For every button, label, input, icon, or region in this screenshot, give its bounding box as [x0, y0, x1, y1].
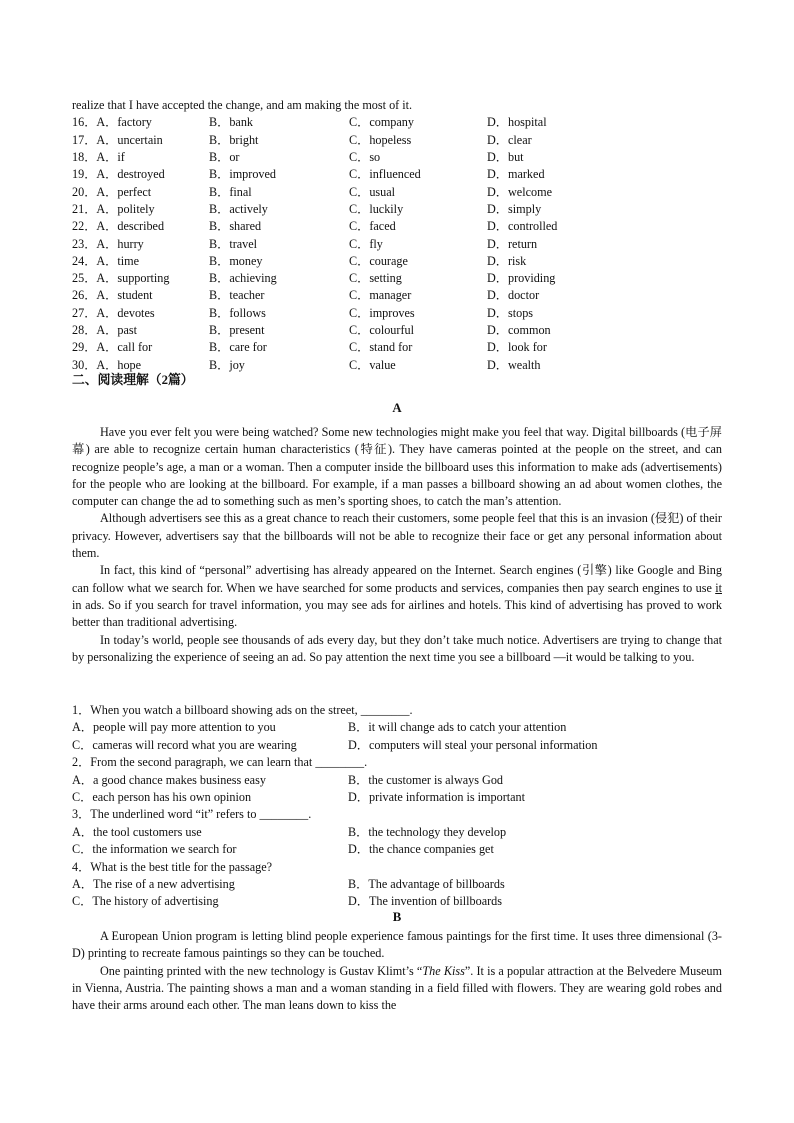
cloze-row: [72, 305, 722, 322]
option-d: D．clear: [487, 132, 532, 147]
cloze-row: [72, 149, 722, 166]
option-c: C．the information we search for: [72, 842, 237, 857]
option-a: 18．A．if: [72, 150, 125, 164]
option-c: C．improves: [349, 305, 415, 320]
option-c: C．so: [349, 150, 381, 164]
option-c: C．cameras will record what you are wearing: [72, 737, 297, 752]
option-b: B．shared: [209, 219, 262, 234]
option-a: A．a good chance makes business easy: [72, 772, 266, 787]
painting-title: The Kiss: [422, 963, 465, 978]
option-b: B．or: [209, 150, 240, 164]
option-b: B．improved: [209, 167, 277, 182]
option-a: 30．A．hope: [72, 357, 142, 372]
option-a: 21．A．politely: [72, 201, 155, 216]
cloze-row: [72, 201, 722, 218]
question-options: [72, 737, 722, 754]
option-c: C．The history of advertising: [72, 894, 219, 909]
cloze-row: [72, 287, 722, 304]
cloze-row: [72, 132, 722, 149]
option-d: D．wealth: [487, 357, 541, 372]
option-a: 29．A．call for: [72, 340, 153, 355]
option-b: B．the customer is always God: [348, 772, 504, 787]
option-d: D．welcome: [487, 184, 552, 199]
option-a: 27．A．devotes: [72, 305, 155, 320]
cloze-row: [72, 184, 722, 201]
option-d: D．look for: [487, 340, 547, 355]
option-b: B．actively: [209, 201, 268, 216]
cloze-row: [72, 270, 722, 287]
question-options: [72, 719, 722, 736]
option-c: C．manager: [349, 288, 412, 303]
option-c: C．setting: [349, 271, 402, 286]
option-d: D．common: [487, 323, 551, 337]
passage-a-paragraph-3: In fact, this kind of “personal” advertising has already appeared on the Internet. Search engines (引擎) like Google and Bing can follow what we search for. When we have searched for some products and services, companies then pay search engines to use it in ads. So if you search for travel information, you may see ads for airlines and hotels. This kind of advertising has proved to work better than traditional advertising.: [72, 563, 722, 630]
option-d: D．but: [487, 150, 524, 164]
option-d: D．stops: [487, 305, 534, 320]
question-options: [72, 841, 722, 858]
option-c: C．hopeless: [349, 132, 412, 147]
option-d: D．risk: [487, 253, 527, 268]
option-c: C．courage: [349, 253, 408, 268]
passage-a-text: [72, 424, 722, 666]
question-stem: 2．From the second paragraph, we can learn that ________.: [72, 755, 368, 770]
section-title: 二、阅读理解（2篇）: [72, 373, 194, 387]
option-a: 22．A．described: [72, 219, 165, 234]
cloze-row: [72, 253, 722, 270]
passage-a-paragraph-1: Have you ever felt you were being watched? Some new technologies might make you feel that way. Digital billboards (电子屏幕) are able to recognize certain human characteristics (特征). They have cameras pointed at the people on the street, and can recognize people’s age, a man or a woman. Then a computer inside the billboard uses this information to make ads (advertisements) for the people who are looking at the billboard. For example, if a man passes a billboard showing an ad about women clothes, the computer can change the ad to something such as men’s sporting shoes, to catch the man’s attention.: [72, 425, 722, 509]
option-b: B．the technology they develop: [348, 824, 507, 839]
option-d: D．computers will steal your personal information: [348, 737, 598, 752]
option-a: 24．A．time: [72, 253, 140, 268]
option-a: A．The rise of a new advertising: [72, 877, 235, 891]
option-b: B．care for: [209, 340, 267, 355]
option-d: D．providing: [487, 271, 556, 286]
option-c: C．stand for: [349, 340, 413, 355]
option-b: B．follows: [209, 305, 266, 320]
option-b: B．present: [209, 323, 265, 337]
passage-b-label: B: [392, 910, 402, 924]
cloze-row: [72, 114, 722, 131]
option-c: C．faced: [349, 219, 396, 234]
option-b: B．travel: [209, 236, 258, 251]
option-b: B．joy: [209, 357, 245, 372]
question-options: [72, 772, 722, 789]
passage-b-paragraph-1: A European Union program is letting blind people experience famous paintings for the first time. It uses three dimensional (3-D) printing to recreate famous paintings so they can be touched.: [72, 929, 722, 961]
option-a: A．people will pay more attention to you: [72, 720, 276, 735]
passage-b-paragraph-2: One painting printed with the new technology is Gustav Klimt’s “The Kiss”. It is a popular attraction at the Belvedere Museum in Vienna, Austria. The painting shows a man and a woman standing in a field filled with flowers. They are wearing gold robes and have their arms around each other. The man leans down to kiss the: [72, 963, 722, 1013]
option-b: B．achieving: [209, 271, 277, 286]
cloze-row: [72, 218, 722, 235]
option-a: 19．A．destroyed: [72, 167, 165, 182]
underlined-word: it: [715, 580, 722, 595]
option-d: D．the chance companies get: [348, 842, 494, 857]
cloze-row: [72, 322, 722, 339]
option-a: 28．A．past: [72, 323, 137, 337]
option-b: B．bright: [209, 132, 259, 147]
option-d: D．simply: [487, 201, 542, 216]
option-b: B．teacher: [209, 288, 265, 303]
option-b: B．money: [209, 253, 263, 268]
option-c: C．influenced: [349, 167, 421, 182]
option-b: B．it will change ads to catch your attention: [348, 720, 567, 735]
passage-b-text: [72, 928, 722, 1014]
option-d: D．private information is important: [348, 790, 526, 804]
option-c: C．each person has his own opinion: [72, 790, 252, 804]
question-options: [72, 789, 722, 806]
question-stem: 3．The underlined word “it” refers to ________.: [72, 807, 312, 822]
cloze-row: [72, 236, 722, 253]
option-a: 17．A．uncertain: [72, 132, 163, 147]
question-stem: 1．When you watch a billboard showing ads on the street, ________.: [72, 703, 413, 717]
option-d: D．The invention of billboards: [348, 894, 503, 909]
option-d: D．hospital: [487, 115, 547, 130]
option-d: D．marked: [487, 167, 545, 182]
passage-a-label: A: [392, 401, 402, 415]
passage-a-paragraph-4: In today’s world, people see thousands of ads every day, but they don’t take much notice. Advertisers are trying to change that by personalizing the experience of seeing an ad. So pay attention the next time you see a billboard —it would be talking to you.: [72, 632, 722, 664]
option-a: 26．A．student: [72, 288, 153, 303]
option-b: B．The advantage of billboards: [348, 877, 505, 891]
option-b: B．final: [209, 184, 252, 199]
question-options: [72, 876, 722, 893]
question-stem: 4．What is the best title for the passage?: [72, 859, 273, 874]
question-options: [72, 824, 722, 841]
option-c: C．company: [349, 115, 414, 130]
cloze-row: [72, 339, 722, 356]
option-a: A．the tool customers use: [72, 824, 202, 839]
option-c: C．colourful: [349, 323, 414, 337]
option-c: C．luckily: [349, 201, 404, 216]
option-d: D．return: [487, 236, 538, 251]
cloze-row: [72, 166, 722, 183]
option-c: C．usual: [349, 184, 396, 199]
option-a: 20．A．perfect: [72, 184, 152, 199]
passage-a-paragraph-2: Although advertisers see this as a great chance to reach their customers, some people feel that this is an invasion (侵犯) of their privacy. However, advertisers say that the billboards will not be able to recognize their face or get any personal information about them.: [72, 511, 722, 561]
option-a: 16．A．factory: [72, 115, 152, 130]
option-d: D．controlled: [487, 219, 558, 234]
option-c: C．value: [349, 357, 396, 372]
option-a: 25．A．supporting: [72, 271, 170, 286]
option-c: C．fly: [349, 236, 383, 251]
option-d: D．doctor: [487, 288, 540, 303]
option-a: 23．A．hurry: [72, 236, 144, 251]
option-b: B．bank: [209, 115, 254, 130]
intro-line: realize that I have accepted the change, and am making the most of it.: [72, 98, 413, 112]
